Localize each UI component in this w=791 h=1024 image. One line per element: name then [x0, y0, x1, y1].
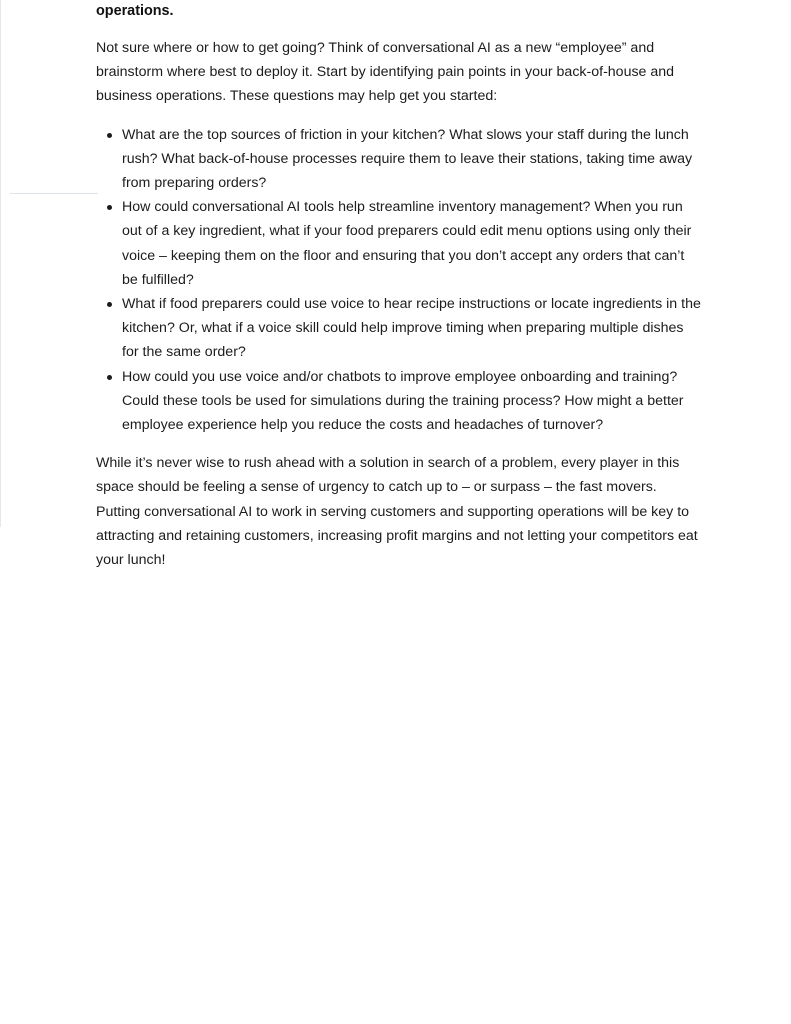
list-item-employee-onboarding: How could you use voice and/or chatbots to improve employee onboarding and training? Could these tools be used for simulations during the training process? How might a better employee experience help you reduce the costs and headaches of turnover?: [122, 365, 701, 438]
section-heading-tail: operations.: [96, 3, 174, 19]
intro-paragraph: Not sure where or how to get going? Think of conversational AI as a new “employee” and brainstorm where best to deploy it. Start by identifying pain points in your back-of-house and business operations. These questions may help get you started:: [96, 40, 675, 105]
left-border-rule: [0, 0, 1, 527]
conclusion-paragraph: While it’s never wise to rush ahead with a solution in search of a problem, every player in this space should be feeling a sense of urgency to catch up to – or surpass – the fast movers. Putting conversational AI to work in serving customers and supporting operations will be key to attracting and retaining customers, increasing profit margins and not letting your competitors eat your lunch!: [96, 455, 698, 569]
sidebar-divider: [10, 193, 98, 194]
article-body: [96, 0, 701, 572]
list-item-kitchen-friction: What are the top sources of friction in your kitchen? What slows your staff during the lunch rush? What back-of-house processes require them to leave their stations, taking time away from preparing orders?: [122, 123, 701, 196]
list-item-inventory-management: How could conversational AI tools help streamline inventory management? When you run out of a key ingredient, what if your food preparers could edit menu options using only their voice – keeping them on the floor and ensuring that you don’t accept any orders that can’t be fulfilled?: [122, 195, 701, 292]
list-item-recipe-instructions: What if food preparers could use voice to hear recipe instructions or locate ingredients in the kitchen? Or, what if a voice skill could help improve timing when preparing multiple dishes for the same order?: [122, 292, 701, 365]
questions-list: [96, 123, 701, 438]
